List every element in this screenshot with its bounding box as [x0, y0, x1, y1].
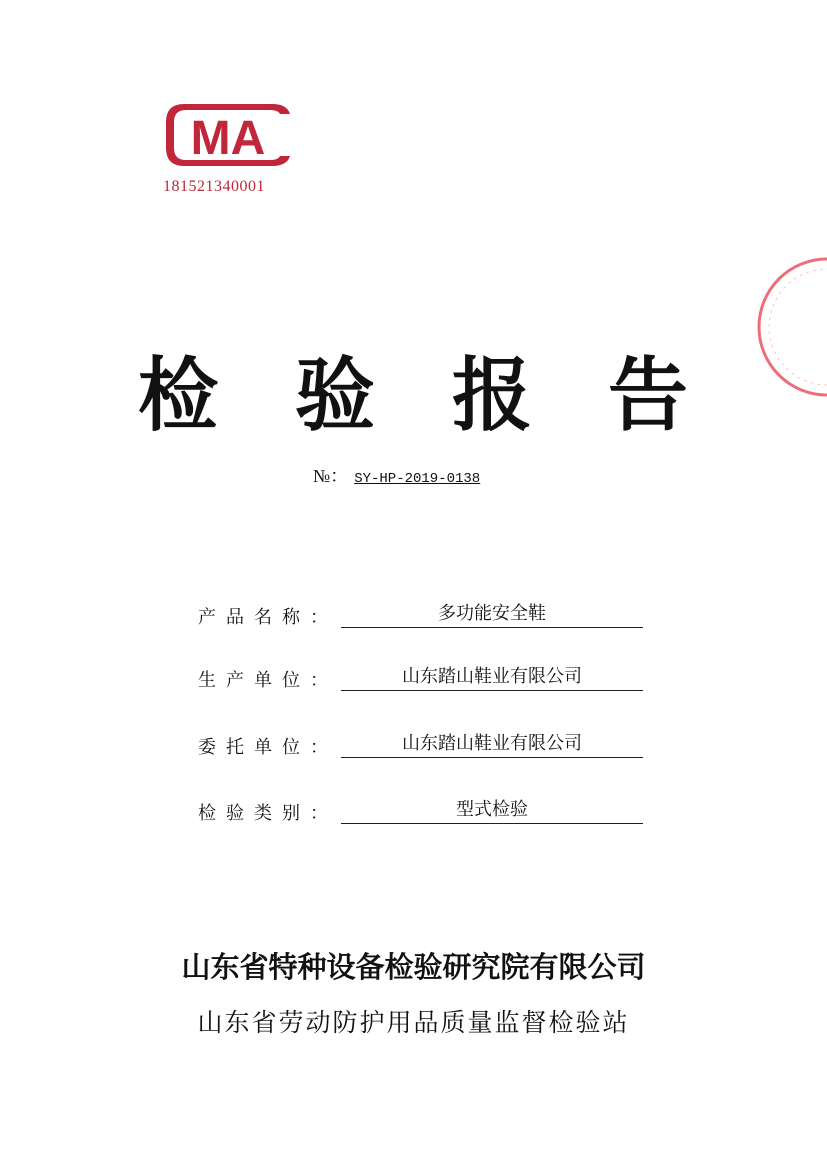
report-number	[313, 462, 480, 488]
title-char: 检	[138, 348, 218, 442]
report-number-label: №：	[313, 466, 349, 486]
report-number-value: SY-HP-2019-0138	[354, 471, 481, 487]
organization-subname: 山东省劳动防护用品质量监督检验站	[197, 1008, 630, 1037]
field-value: 型式检验	[341, 797, 643, 824]
field-label: 检验类别：	[198, 803, 338, 824]
field-product-name	[198, 601, 643, 631]
field-client	[198, 731, 643, 761]
title-char: 告	[608, 348, 688, 442]
page-title	[0, 350, 827, 440]
field-label: 委托单位：	[198, 737, 338, 758]
field-value: 多功能安全鞋	[341, 601, 643, 628]
field-inspection-type	[198, 797, 643, 827]
organization-name: 山东省特种设备检验研究院有限公司	[181, 950, 646, 984]
field-value: 山东踏山鞋业有限公司	[341, 731, 643, 758]
svg-text:MA: MA	[190, 112, 266, 165]
cma-logo	[162, 100, 297, 170]
field-manufacturer	[198, 664, 643, 694]
title-char: 报	[452, 348, 532, 442]
title-char: 验	[295, 348, 375, 442]
field-value: 山东踏山鞋业有限公司	[341, 664, 643, 691]
field-label: 生产单位：	[198, 670, 338, 691]
field-label: 产品名称：	[198, 607, 338, 628]
cma-number: 181521340001	[163, 178, 265, 195]
